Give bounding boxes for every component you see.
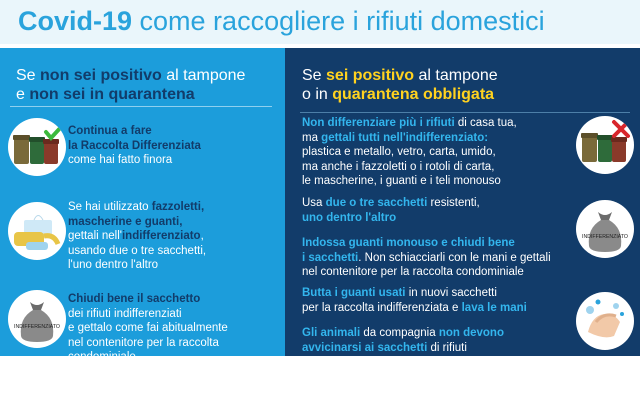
trash-bag-icon — [8, 290, 66, 348]
recycling-bins-cross-icon — [576, 116, 634, 174]
right-paragraph-3: Indossa guanti monouso e chiudi bene i sacchetti. Non schiacciarli con le mani e gettali nel contenitore per la raccolta condominiale — [302, 237, 551, 278]
left-item1-text: Continua a fare la Raccolta Differenziata come hai fatto finora — [68, 125, 201, 166]
left-heading — [16, 66, 245, 104]
left-item2-text: Se hai utilizzato fazzoletti, mascherine e guanti, gettali nell'indifferenziato, usando due o tre sacchetti, l'uno dentro l'altro — [68, 201, 207, 271]
left-heading-highlight: non sei in quarantena — [29, 86, 195, 103]
bag-label: INDIFFERENZIATO — [14, 324, 60, 330]
right-heading-highlight: sei positivo — [326, 67, 415, 84]
recycling-bins-check-icon — [8, 118, 66, 176]
right-paragraph-2: Usa due o tre sacchetti resistenti, uno dentro l'altro — [302, 197, 480, 224]
left-heading-text: Se — [16, 67, 41, 84]
trash-bag-icon — [576, 200, 634, 258]
right-divider — [300, 112, 630, 113]
title-bold: Covid-19 — [18, 6, 133, 36]
left-item3-text: Chiudi bene il sacchetto dei rifiuti indifferenziati e gettalo come fai abitualmente nel contenitore per la raccolta — [68, 293, 228, 349]
tissues-mask-gloves-icon — [8, 202, 66, 260]
title-rest: come raccogliere i rifiuti domestici — [132, 6, 545, 36]
page-title — [18, 6, 545, 37]
bottom-margin — [0, 356, 640, 420]
right-heading-highlight: quarantena obbligata — [332, 86, 495, 103]
right-paragraph-1: Non differenziare più i rifiuti di casa tua, ma gettali tutti nell'indifferenziato: plastica e metallo, vetro, carta, umido, ma anche i fazzoletti o i rotoli di carta, le mascherine, i guanti e i teli monouso — [302, 117, 517, 187]
right-heading-text: o in — [302, 86, 333, 103]
bag-label: INDIFFERENZIATO — [582, 234, 628, 240]
right-heading-text: Se — [302, 67, 327, 84]
right-paragraph-5: Gli animali da compagnia non devono avvicinarsi ai sacchetti di rifiuti — [302, 327, 504, 354]
left-heading-text: e — [16, 86, 30, 103]
left-heading-text: al tampone — [161, 67, 246, 84]
left-divider — [10, 106, 272, 107]
hand-washing-icon — [576, 292, 634, 350]
left-heading-highlight: non sei positivo — [40, 67, 162, 84]
right-heading-text: al tampone — [414, 67, 498, 84]
header-band — [0, 0, 640, 44]
right-paragraph-4: Butta i guanti usati in nuovi sacchetti per la raccolta indifferenziata e lava le mani — [302, 287, 527, 314]
right-heading — [302, 66, 498, 104]
